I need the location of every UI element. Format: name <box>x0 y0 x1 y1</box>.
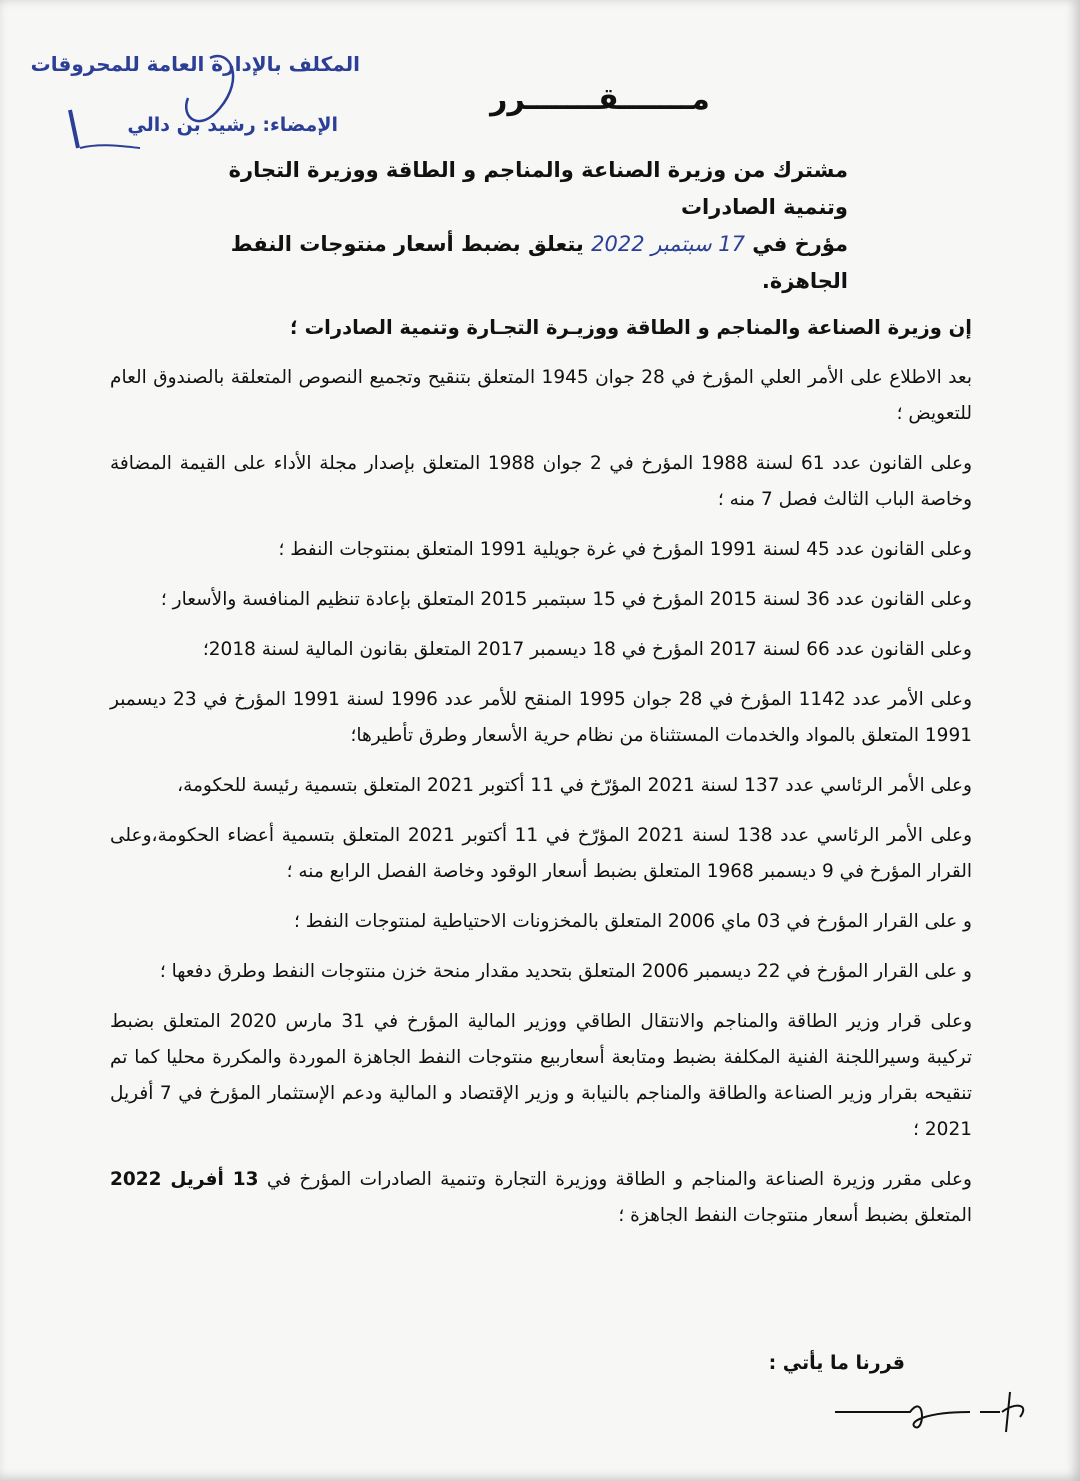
legal-reference: و على القرار المؤرخ في 03 ماي 2006 المتعلق بالمخزونات الاحتياطية لمنتوجات النفط ؛ <box>293 911 972 932</box>
legal-reference: و على القرار المؤرخ في 22 ديسمبر 2006 المتعلق بتحديد مقدار منحة خزن منتوجات النفط وطرق دفعها ؛ <box>159 961 972 982</box>
subject-line-1: مشترك من وزيرة الصناعة والمناجم و الطاقة ووزيرة التجارة وتنمية الصادرات <box>228 158 848 219</box>
legal-reference: بعد الاطلاع على الأمر العلي المؤرخ في 28 جوان 1945 المتعلق بتنقيح وتجميع النصوص المتعلقة بالصندوق العام للتعويض ؛ <box>110 367 972 424</box>
legal-reference: وعلى الأمر عدد 1142 المؤرخ في 28 جوان 1995 المنقح للأمر عدد 1996 لسنة 1991 المؤرخ في 23 ديسمبر 1991 المتعلق بالمواد والخدمات المستثناة من نظام حرية الأسعار وطرق تأطيرها؛ <box>110 689 973 746</box>
opening-statement: إن وزيرة الصناعة والمناجم و الطاقة ووزيـرة التجـارة وتنمية الصادرات ؛ <box>290 316 972 339</box>
legal-reference: وعلى القانون عدد 45 لسنة 1991 المؤرخ في غرة جويلية 1991 المتعلق بمنتوجات النفط ؛ <box>278 539 972 560</box>
handwritten-date: 17 سبتمبر 2022 <box>591 232 745 256</box>
decision-title: مـــــــقـــــــرر <box>490 82 710 117</box>
decision-subject <box>168 152 848 300</box>
subject-text: يتعلق بضبط أسعار منتوجات النفط <box>230 232 584 256</box>
legal-reference: وعلى قرار وزير الطاقة والمناجم والانتقال الطاقي ووزير المالية المؤرخ في 31 مارس 2020 المتعلق بضبط تركيبة وسيراللجنة الفنية المكلفة بضبط ومتابعة أسعاربيع منتوجات النفط الجاهزة الموردة والمكررة محليا كما تم تنقيحه بقرار وزير الصناعة والطاقة والمناجم بالنيابة و وزير الإقتصاد و المالية ودعم الإستثمار المؤرخ في 7 أفريل 2021 ؛ <box>110 1011 972 1140</box>
last-reference-date: 13 أفريل 2022 <box>110 1169 259 1190</box>
legal-reference: وعلى القانون عدد 66 لسنة 2017 المؤرخ في 18 ديسمبر 2017 المتعلق بقانون المالية لسنة 2018؛ <box>202 639 972 660</box>
legal-reference: وعلى القانون عدد 61 لسنة 1988 المؤرخ في 2 جوان 1988 المتعلق بإصدار مجلة الأداء على القيمة المضافة وخاصة الباب الثالث فصل 7 منه ؛ <box>110 453 973 510</box>
stamp-signatory: الإمضاء: رشيد بن دالي <box>127 114 338 136</box>
legal-reference-last <box>110 1162 972 1234</box>
last-reference-prefix: وعلى مقرر وزيرة الصناعة والمناجم و الطاقة ووزيرة التجارة وتنمية الصادرات المؤرخ في <box>266 1169 972 1190</box>
decision-body <box>110 310 972 1248</box>
date-prefix: مؤرخ في <box>752 232 848 256</box>
legal-reference: وعلى القانون عدد 36 لسنة 2015 المؤرخ في 15 سبتمبر 2015 المتعلق بإعادة تنظيم المنافسة والأسعار ؛ <box>160 589 972 610</box>
last-reference-suffix: المتعلق بضبط أسعار منتوجات النفط الجاهزة ؛ <box>618 1205 972 1226</box>
subject-line-2 <box>168 226 848 263</box>
decision-clause: قررنا ما يأتي : <box>768 1352 905 1374</box>
legal-reference: وعلى الأمر الرئاسي عدد 138 لسنة 2021 المؤرّخ في 11 أكتوبر 2021 المتعلق بتسمية أعضاء الحكومة،وعلى القرار المؤرخ في 9 ديسمبر 1968 المتعلق بضبط أسعار الوقود وخاصة الفصل الرابع منه ؛ <box>110 825 973 882</box>
legal-reference: وعلى الأمر الرئاسي عدد 137 لسنة 2021 المؤرّخ في 11 أكتوبر 2021 المتعلق بتسمية رئيسة للحكومة، <box>177 775 972 796</box>
subject-line-3: الجاهزة. <box>761 269 848 293</box>
initials-signature-icon <box>830 1382 1050 1442</box>
stamp-title: المكلف بالإدارة العامة للمحروقات <box>30 52 360 76</box>
